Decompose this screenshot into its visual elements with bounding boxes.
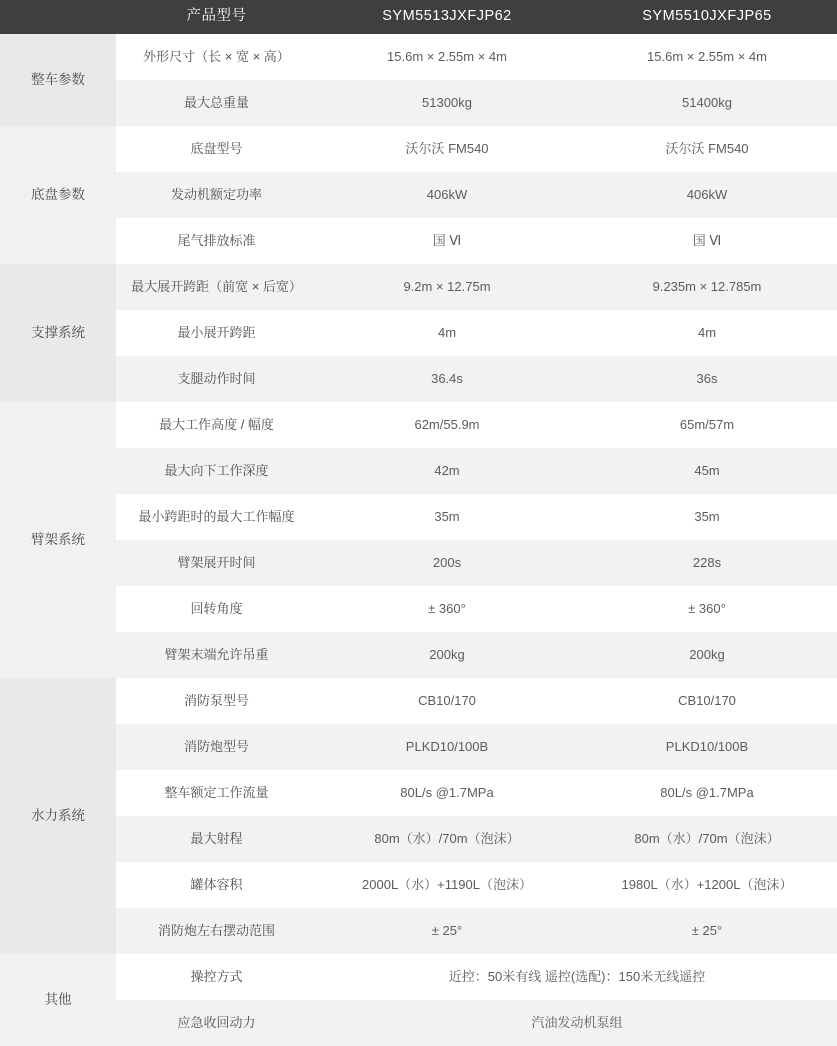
value-model-2: 35m xyxy=(577,494,837,540)
param-label: 臂架末端允许吊重 xyxy=(116,632,317,678)
value-model-2: 国 Ⅵ xyxy=(577,218,837,264)
table-row xyxy=(0,448,837,494)
table-row xyxy=(0,494,837,540)
value-model-2: 51400kg xyxy=(577,80,837,126)
group-label-vehicle: 整车参数 xyxy=(0,34,116,126)
table-row xyxy=(0,862,837,908)
value-model-2: ± 360° xyxy=(577,586,837,632)
param-label: 回转角度 xyxy=(116,586,317,632)
value-model-2: 4m xyxy=(577,310,837,356)
table-row xyxy=(0,218,837,264)
value-model-1: 200s xyxy=(317,540,577,586)
param-label: 消防泵型号 xyxy=(116,678,317,724)
value-model-1: 4m xyxy=(317,310,577,356)
table-body xyxy=(0,34,837,1046)
value-model-1: ± 25° xyxy=(317,908,577,954)
param-label: 臂架展开时间 xyxy=(116,540,317,586)
group-label-hydraulic: 水力系统 xyxy=(0,678,116,954)
value-model-1: 51300kg xyxy=(317,80,577,126)
value-model-1: 15.6m × 2.55m × 4m xyxy=(317,34,577,80)
group-label-chassis: 底盘参数 xyxy=(0,126,116,264)
value-model-2: 15.6m × 2.55m × 4m xyxy=(577,34,837,80)
table-row xyxy=(0,1000,837,1046)
value-model-2: 9.235m × 12.785m xyxy=(577,264,837,310)
value-model-1: 200kg xyxy=(317,632,577,678)
param-label: 最大工作高度 / 幅度 xyxy=(116,402,317,448)
table-row xyxy=(0,402,837,448)
value-model-1: 9.2m × 12.75m xyxy=(317,264,577,310)
header-model-2: SYM5510JXFJP65 xyxy=(577,0,837,34)
param-label: 最小跨距时的最大工作幅度 xyxy=(116,494,317,540)
table-row xyxy=(0,310,837,356)
table-row xyxy=(0,770,837,816)
value-model-2: ± 25° xyxy=(577,908,837,954)
table-row xyxy=(0,126,837,172)
group-label-support: 支撑系统 xyxy=(0,264,116,402)
param-label: 最小展开跨距 xyxy=(116,310,317,356)
param-label: 底盘型号 xyxy=(116,126,317,172)
value-model-1: 2000L（水）+1190L（泡沫） xyxy=(317,862,577,908)
value-model-1: 国 Ⅵ xyxy=(317,218,577,264)
param-label: 消防炮型号 xyxy=(116,724,317,770)
value-model-1: 80L/s @1.7MPa xyxy=(317,770,577,816)
header-param-label: 产品型号 xyxy=(116,0,317,34)
param-label: 发动机额定功率 xyxy=(116,172,317,218)
param-label: 消防炮左右摆动范围 xyxy=(116,908,317,954)
header-row xyxy=(0,0,837,34)
param-label: 尾气排放标准 xyxy=(116,218,317,264)
param-label: 整车额定工作流量 xyxy=(116,770,317,816)
table-header xyxy=(0,0,837,34)
table-row xyxy=(0,678,837,724)
value-model-2: 36s xyxy=(577,356,837,402)
value-model-2: 200kg xyxy=(577,632,837,678)
param-label: 最大射程 xyxy=(116,816,317,862)
param-label: 操控方式 xyxy=(116,954,317,1000)
param-label: 应急收回动力 xyxy=(116,1000,317,1046)
value-model-1: 406kW xyxy=(317,172,577,218)
table-row xyxy=(0,172,837,218)
table-row xyxy=(0,34,837,80)
value-model-2: 228s xyxy=(577,540,837,586)
table-row xyxy=(0,632,837,678)
header-model-1: SYM5513JXFJP62 xyxy=(317,0,577,34)
param-label: 支腿动作时间 xyxy=(116,356,317,402)
table-row xyxy=(0,908,837,954)
value-model-1: 36.4s xyxy=(317,356,577,402)
param-label: 最大向下工作深度 xyxy=(116,448,317,494)
table-row xyxy=(0,954,837,1000)
group-label-other: 其他 xyxy=(0,954,116,1046)
value-model-2: CB10/170 xyxy=(577,678,837,724)
table-row xyxy=(0,264,837,310)
value-model-2: 80L/s @1.7MPa xyxy=(577,770,837,816)
value-merged: 汽油发动机泵组 xyxy=(317,1000,837,1046)
table-row xyxy=(0,724,837,770)
table-row xyxy=(0,816,837,862)
value-model-2: 45m xyxy=(577,448,837,494)
value-model-2: 沃尔沃 FM540 xyxy=(577,126,837,172)
param-label: 外形尺寸（长 × 宽 × 高） xyxy=(116,34,317,80)
value-model-1: 35m xyxy=(317,494,577,540)
value-model-1: 62m/55.9m xyxy=(317,402,577,448)
table-row xyxy=(0,540,837,586)
value-model-2: 65m/57m xyxy=(577,402,837,448)
table-row xyxy=(0,586,837,632)
value-model-1: 42m xyxy=(317,448,577,494)
param-label: 最大展开跨距（前宽 × 后宽） xyxy=(116,264,317,310)
value-merged: 近控：50米有线 遥控(选配)：150米无线遥控 xyxy=(317,954,837,1000)
table-row xyxy=(0,356,837,402)
value-model-2: 80m（水）/70m（泡沫） xyxy=(577,816,837,862)
value-model-2: 1980L（水）+1200L（泡沫） xyxy=(577,862,837,908)
value-model-1: 80m（水）/70m（泡沫） xyxy=(317,816,577,862)
header-corner xyxy=(0,0,116,34)
value-model-1: PLKD10/100B xyxy=(317,724,577,770)
group-label-boom: 臂架系统 xyxy=(0,402,116,678)
value-model-2: 406kW xyxy=(577,172,837,218)
value-model-2: PLKD10/100B xyxy=(577,724,837,770)
param-label: 罐体容积 xyxy=(116,862,317,908)
param-label: 最大总重量 xyxy=(116,80,317,126)
table-row xyxy=(0,80,837,126)
value-model-1: 沃尔沃 FM540 xyxy=(317,126,577,172)
value-model-1: ± 360° xyxy=(317,586,577,632)
value-model-1: CB10/170 xyxy=(317,678,577,724)
